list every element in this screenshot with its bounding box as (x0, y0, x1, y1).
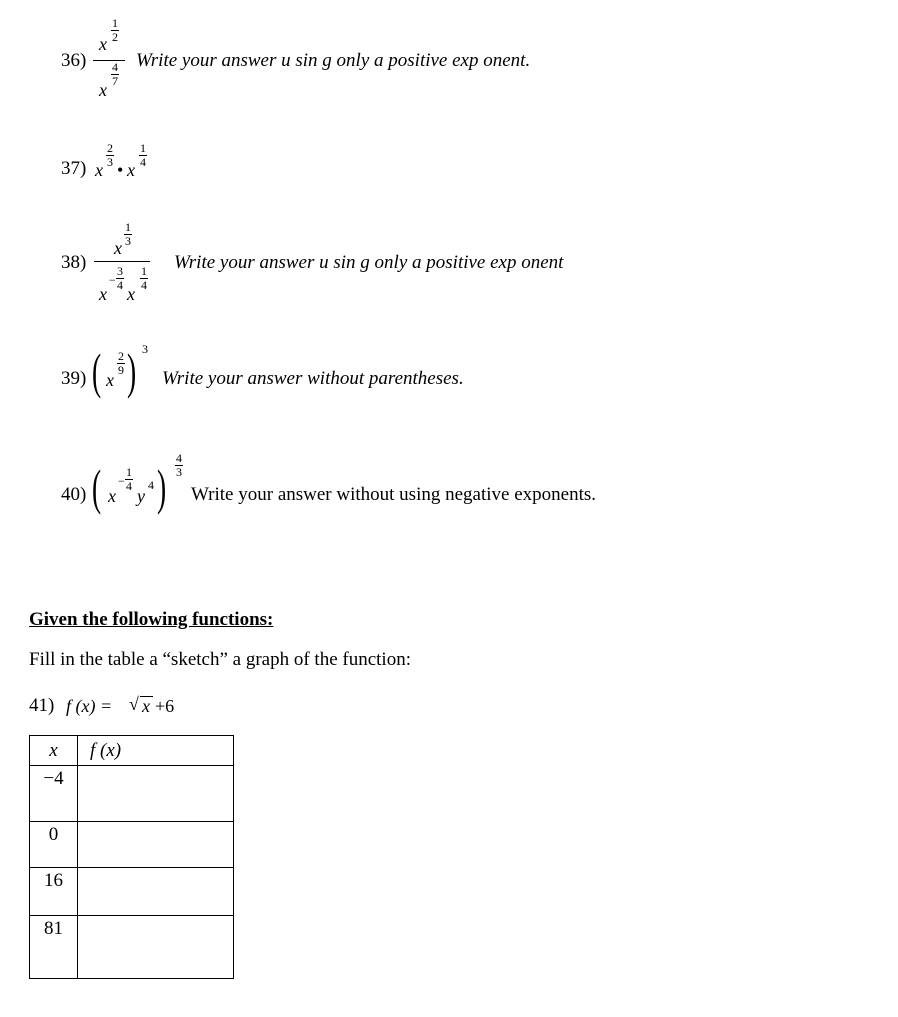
exponent-denominator: 9 (118, 363, 124, 377)
table-row (30, 822, 234, 868)
sqrt-symbol: √ (129, 694, 139, 714)
base-variable: y (137, 486, 145, 506)
right-parenthesis: ) (157, 459, 167, 515)
problem-number: 39) (61, 368, 87, 389)
function-lhs: f (x) = (66, 696, 113, 716)
exponent-denominator: 4 (140, 155, 146, 169)
exponent-denominator: 2 (112, 30, 118, 44)
exponent-denominator: 4 (141, 278, 147, 292)
exponent-numerator: 1 (140, 141, 146, 155)
base-variable: x (108, 486, 116, 506)
x-value: 0 (30, 822, 78, 868)
exponent-denominator: 7 (112, 74, 118, 88)
problem-number: 37) (61, 158, 87, 179)
problem-number: 40) (61, 484, 87, 505)
instruction-text: Write your answer u sin g only a positive exp onent. (136, 50, 531, 71)
exponent-denominator: 4 (117, 278, 123, 292)
base-variable: x (106, 370, 114, 390)
table-row (30, 766, 234, 822)
exponent-numerator: 1 (141, 264, 147, 278)
section-intro: Fill in the table a “sketch” a graph of the function: (29, 649, 411, 670)
instruction-text: Write your answer without using negative exponents. (191, 484, 597, 505)
radicand: x (142, 696, 150, 716)
right-parenthesis: ) (127, 343, 137, 399)
fx-cell[interactable] (78, 868, 234, 916)
header-x: x (30, 736, 78, 766)
exponent-numerator: 2 (118, 349, 124, 363)
table-row (30, 868, 234, 916)
header-fx: f (x) (78, 736, 234, 766)
base-variable: x (114, 238, 122, 258)
outer-exponent: 3 (142, 342, 148, 356)
instruction-text: Write your answer without parentheses. (162, 368, 464, 389)
x-value: 16 (30, 868, 78, 916)
outer-exponent-numerator: 4 (176, 451, 182, 465)
x-value: 81 (30, 916, 78, 979)
function-rest: +6 (155, 696, 175, 716)
fx-cell[interactable] (78, 916, 234, 979)
base-variable: x (99, 80, 107, 100)
section-heading: Given the following functions: (29, 609, 274, 630)
base-variable: x (99, 284, 107, 304)
exponent-numerator: 1 (126, 465, 132, 479)
problem-number: 38) (61, 252, 87, 273)
exponent-numerator: 3 (117, 264, 123, 278)
left-parenthesis: ( (92, 343, 102, 399)
fx-cell[interactable] (78, 766, 234, 822)
multiplication-dot: • (117, 160, 124, 180)
base-variable: x (127, 160, 135, 180)
exponent-numerator: 2 (107, 141, 113, 155)
exponent-denominator: 3 (125, 234, 131, 248)
base-variable: x (99, 34, 107, 54)
table-row (30, 916, 234, 979)
exponent-numerator: 1 (112, 16, 118, 30)
exponent-numerator: 4 (112, 60, 118, 74)
base-variable: x (127, 284, 135, 304)
left-parenthesis: ( (92, 459, 102, 515)
base-variable: x (95, 160, 103, 180)
values-table (29, 735, 234, 979)
table-header-row (30, 736, 234, 766)
x-value: −4 (30, 766, 78, 822)
negative-sign: − (118, 474, 125, 488)
fx-cell[interactable] (78, 822, 234, 868)
problem-number: 36) (61, 50, 87, 71)
exponent: 4 (148, 478, 154, 492)
negative-sign: − (109, 273, 116, 287)
exponent-numerator: 1 (125, 220, 131, 234)
instruction-text: Write your answer u sin g only a positive exp onent (174, 252, 564, 273)
outer-exponent-denominator: 3 (176, 465, 182, 479)
exponent-denominator: 4 (126, 479, 132, 493)
problem-number: 41) (29, 695, 55, 716)
exponent-denominator: 3 (107, 155, 113, 169)
